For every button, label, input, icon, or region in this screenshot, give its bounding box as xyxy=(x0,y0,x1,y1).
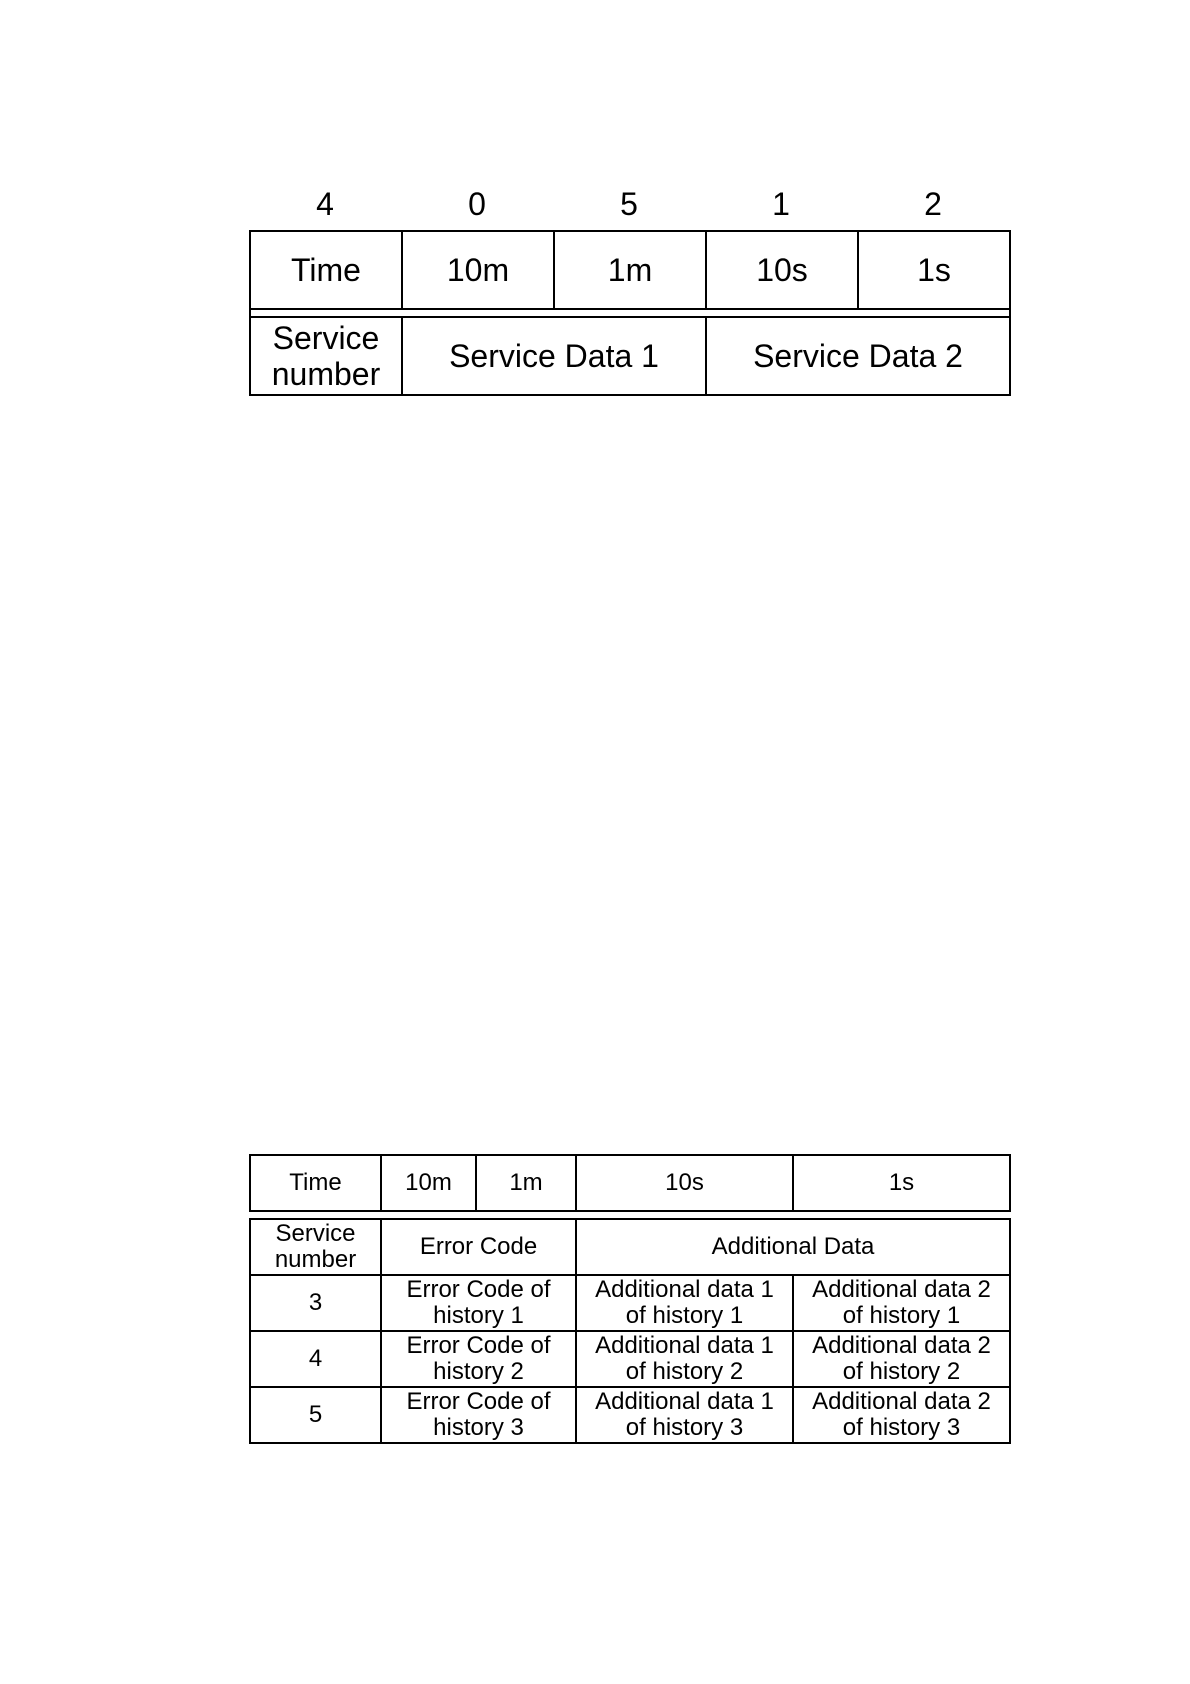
error-line2: history 1 xyxy=(433,1302,524,1329)
add2-line1: Additional data 2 xyxy=(812,1332,991,1359)
add2-line2: of history 3 xyxy=(842,1414,961,1441)
error-code-cell xyxy=(381,1275,576,1331)
time-1s: 1s xyxy=(858,231,1010,309)
service-number: 4 xyxy=(250,1331,381,1387)
add1-line2: of history 2 xyxy=(625,1358,744,1385)
service-label-line2: number xyxy=(271,356,381,392)
service-number: 5 xyxy=(250,1387,381,1443)
add2-line2: of history 2 xyxy=(842,1358,961,1385)
service-number-header xyxy=(250,1219,381,1275)
error-line2: history 3 xyxy=(433,1414,524,1441)
error-line1: Error Code of xyxy=(406,1332,551,1359)
time-10m: 10m xyxy=(402,231,554,309)
display-format-table xyxy=(249,230,1011,396)
error-code-cell xyxy=(381,1331,576,1387)
service-number: 3 xyxy=(250,1275,381,1331)
time-row xyxy=(250,231,1010,309)
time-label: Time xyxy=(250,231,402,309)
time-10s: 10s xyxy=(706,231,858,309)
additional-data-2-cell xyxy=(793,1331,1010,1387)
time-1m: 1m xyxy=(554,231,706,309)
service-data-2: Service Data 2 xyxy=(706,317,1010,395)
additional-data-1-cell xyxy=(576,1331,793,1387)
additional-data-2-cell xyxy=(793,1275,1010,1331)
digit-4: 1 xyxy=(772,186,790,222)
add1-line1: Additional data 1 xyxy=(595,1388,774,1415)
add2-line2: of history 1 xyxy=(842,1302,961,1329)
error-line2: history 2 xyxy=(433,1358,524,1385)
gap-separator xyxy=(250,1211,1010,1219)
add2-line1: Additional data 2 xyxy=(812,1276,991,1303)
additional-data-header: Additional Data xyxy=(576,1219,1010,1275)
add1-line2: of history 1 xyxy=(625,1302,744,1329)
add1-line1: Additional data 1 xyxy=(595,1276,774,1303)
error-line1: Error Code of xyxy=(406,1276,551,1303)
additional-data-1-cell xyxy=(576,1275,793,1331)
error-code-cell xyxy=(381,1387,576,1443)
header-row xyxy=(250,1219,1010,1275)
service-data-1: Service Data 1 xyxy=(402,317,706,395)
digit-1: 4 xyxy=(316,186,334,222)
double-line-separator xyxy=(250,309,1010,317)
time-1m: 1m xyxy=(476,1155,576,1211)
time-10m: 10m xyxy=(381,1155,476,1211)
service-row xyxy=(250,317,1010,395)
time-1s: 1s xyxy=(793,1155,1010,1211)
table-row xyxy=(250,1275,1010,1331)
digit-5: 2 xyxy=(924,186,942,222)
service-label-line2: number xyxy=(274,1246,357,1273)
time-10s: 10s xyxy=(576,1155,793,1211)
separator-row xyxy=(250,309,1010,317)
table-row xyxy=(250,1387,1010,1443)
digit-3: 5 xyxy=(620,186,638,222)
digit-2: 0 xyxy=(468,186,486,222)
service-label-line1: Service xyxy=(275,1220,356,1247)
add1-line1: Additional data 1 xyxy=(595,1332,774,1359)
additional-data-1-cell xyxy=(576,1387,793,1443)
service-label-line1: Service xyxy=(272,320,380,356)
additional-data-2-cell xyxy=(793,1387,1010,1443)
error-history-table xyxy=(249,1154,1011,1444)
service-number-label xyxy=(250,317,402,395)
time-row xyxy=(250,1155,1010,1211)
add1-line2: of history 3 xyxy=(625,1414,744,1441)
separator-row xyxy=(250,1211,1010,1219)
table-row xyxy=(250,1331,1010,1387)
display-digits xyxy=(249,182,1009,226)
time-label: Time xyxy=(250,1155,381,1211)
error-code-header: Error Code xyxy=(381,1219,576,1275)
add2-line1: Additional data 2 xyxy=(812,1388,991,1415)
error-line1: Error Code of xyxy=(406,1388,551,1415)
